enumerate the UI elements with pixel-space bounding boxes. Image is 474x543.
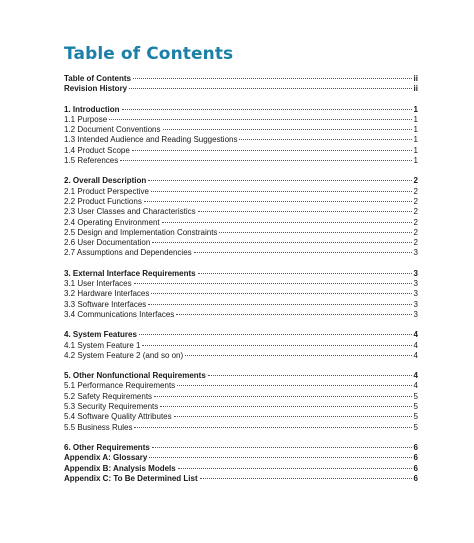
toc-entry[interactable] <box>64 248 418 258</box>
toc-entry-page: 3 <box>413 289 418 299</box>
toc-entry-label: 3.4 Communications Interfaces <box>64 309 175 319</box>
toc-entry[interactable] <box>64 125 418 135</box>
section-gap <box>64 95 418 105</box>
toc-entry-page: 5 <box>413 412 418 422</box>
toc-entry[interactable] <box>64 176 418 186</box>
toc-entry-label: Revision History <box>64 84 128 94</box>
toc-entry-page: 3 <box>413 248 418 258</box>
toc-entry[interactable] <box>64 289 418 299</box>
dot-leader <box>139 334 412 335</box>
toc-entry[interactable] <box>64 279 418 289</box>
dot-leader <box>239 139 411 140</box>
dot-leader <box>176 314 411 315</box>
toc-entry[interactable] <box>64 218 418 228</box>
toc-entry-label: 5.2 Safety Requirements <box>64 391 153 401</box>
toc-entry[interactable] <box>64 464 418 474</box>
toc-entry[interactable] <box>64 187 418 197</box>
toc-entry-page: 2 <box>413 207 418 217</box>
toc-entry-label: 1.5 References <box>64 156 119 166</box>
toc-entry[interactable] <box>64 105 418 115</box>
toc-entry[interactable] <box>64 269 418 279</box>
section-gap <box>64 361 418 371</box>
toc-entry[interactable] <box>64 371 418 381</box>
toc-entry-page: 6 <box>413 463 418 473</box>
dot-leader <box>109 119 411 120</box>
toc-entry[interactable] <box>64 228 418 238</box>
toc-entry-page: 1 <box>413 114 418 124</box>
toc-entry-label: 5. Other Nonfunctional Requirements <box>64 371 206 381</box>
dot-leader <box>163 129 412 130</box>
toc-entry-label: 2.2 Product Functions <box>64 196 142 206</box>
toc-entry-label: 1.3 Intended Audience and Reading Suggestions <box>64 135 238 145</box>
toc-entry[interactable] <box>64 330 418 340</box>
toc-entry[interactable] <box>64 402 418 412</box>
toc-entry-label: 2.4 Operating Environment <box>64 217 160 227</box>
toc-entry-page: 1 <box>413 135 418 145</box>
section-gap <box>64 320 418 330</box>
dot-leader <box>148 304 411 305</box>
toc-entry-page: 2 <box>413 217 418 227</box>
toc-entry-page: 3 <box>413 268 418 278</box>
dot-leader <box>122 109 412 110</box>
toc-entry-label: 4.2 System Feature 2 (and so on) <box>64 350 184 360</box>
toc-entry[interactable] <box>64 443 418 453</box>
toc-entry[interactable] <box>64 135 418 145</box>
dot-leader <box>133 78 412 79</box>
toc-entry[interactable] <box>64 310 418 320</box>
toc-entry-page: 3 <box>413 279 418 289</box>
dot-leader <box>148 180 411 181</box>
toc-entry[interactable] <box>64 474 418 484</box>
toc-entry-label: 3.2 Hardware Interfaces <box>64 289 150 299</box>
dot-leader <box>149 457 411 458</box>
dot-leader <box>154 396 412 397</box>
toc-entry[interactable] <box>64 74 418 84</box>
toc-entry-label: 1.2 Document Conventions <box>64 125 161 135</box>
dot-leader <box>194 252 412 253</box>
toc-entry[interactable] <box>64 381 418 391</box>
toc-entry-page: 1 <box>413 145 418 155</box>
toc-entry-page: 4 <box>413 330 418 340</box>
toc-entry-page: 4 <box>413 381 418 391</box>
toc-entry-label: 1.4 Product Scope <box>64 145 130 155</box>
dot-leader <box>185 355 411 356</box>
toc-entry-label: Appendix B: Analysis Models <box>64 463 176 473</box>
section-gap <box>64 166 418 176</box>
toc-entry-page: 6 <box>413 453 418 463</box>
page-title: Table of Contents <box>64 44 234 64</box>
toc-entry-label: 5.1 Performance Requirements <box>64 381 176 391</box>
toc-entry-label: Appendix A: Glossary <box>64 453 148 463</box>
dot-leader <box>151 191 412 192</box>
dot-leader <box>129 88 411 89</box>
toc-entry-page: 5 <box>413 422 418 432</box>
dot-leader <box>144 201 412 202</box>
toc-entry-page: 5 <box>413 391 418 401</box>
toc-entry-page: 5 <box>413 402 418 412</box>
toc-entry[interactable] <box>64 238 418 248</box>
dot-leader <box>151 293 411 294</box>
dot-leader <box>174 416 412 417</box>
dot-leader <box>200 478 412 479</box>
toc-entry-page: 4 <box>413 350 418 360</box>
toc-entry[interactable] <box>64 146 418 156</box>
section-gap <box>64 259 418 269</box>
dot-leader <box>178 468 412 469</box>
toc-entry-label: 5.5 Business Rules <box>64 422 133 432</box>
toc-entry-label: 4. System Features <box>64 330 137 340</box>
toc-entry-page: 6 <box>413 473 418 483</box>
toc-entry[interactable] <box>64 341 418 351</box>
toc-entry-label: 2.7 Assumptions and Dependencies <box>64 248 192 258</box>
toc-entry-label: Table of Contents <box>64 74 131 83</box>
toc-entry-page: ii <box>413 84 418 94</box>
toc-entry[interactable] <box>64 84 418 94</box>
toc-entry-page: 2 <box>413 196 418 206</box>
toc-entry-page: 2 <box>413 238 418 248</box>
dot-leader <box>142 345 411 346</box>
toc-entry[interactable] <box>64 453 418 463</box>
dot-leader <box>134 283 412 284</box>
toc-entry-label: 2. Overall Description <box>64 176 147 186</box>
toc-entry-label: 4.1 System Feature 1 <box>64 340 141 350</box>
toc-entry-page: ii <box>413 74 418 83</box>
toc-entry[interactable] <box>64 156 418 166</box>
toc-entry[interactable] <box>64 423 418 433</box>
dot-leader <box>198 211 412 212</box>
toc-entry[interactable] <box>64 412 418 422</box>
toc-entry-page: 1 <box>413 104 418 114</box>
toc-entry[interactable] <box>64 351 418 361</box>
dot-leader <box>162 222 412 223</box>
toc-entry-label: Appendix C: To Be Determined List <box>64 473 198 483</box>
dot-leader <box>208 375 412 376</box>
toc-entry-page: 2 <box>413 227 418 237</box>
toc-entry[interactable] <box>64 207 418 217</box>
dot-leader <box>152 242 411 243</box>
toc-entry-label: 3.3 Software Interfaces <box>64 299 147 309</box>
dot-leader <box>219 232 411 233</box>
toc-entry[interactable] <box>64 115 418 125</box>
toc-entry-label: 2.5 Design and Implementation Constraints <box>64 227 218 237</box>
toc-entry[interactable] <box>64 300 418 310</box>
toc-entry[interactable] <box>64 197 418 207</box>
dot-leader <box>120 160 411 161</box>
dot-leader <box>134 427 411 428</box>
toc-entry-page: 1 <box>413 156 418 166</box>
toc-entry-label: 1. Introduction <box>64 104 120 114</box>
dot-leader <box>198 273 412 274</box>
table-of-contents <box>64 74 418 484</box>
dot-leader <box>177 385 411 386</box>
toc-entry-label: 5.3 Security Requirements <box>64 402 159 412</box>
toc-entry-page: 4 <box>413 371 418 381</box>
toc-entry-page: 3 <box>413 299 418 309</box>
toc-entry-page: 2 <box>413 176 418 186</box>
toc-entry[interactable] <box>64 392 418 402</box>
dot-leader <box>160 406 411 407</box>
dot-leader <box>152 447 412 448</box>
toc-entry-page: 3 <box>413 309 418 319</box>
toc-entry-label: 3.1 User Interfaces <box>64 279 132 289</box>
toc-entry-page: 2 <box>413 186 418 196</box>
toc-entry-label: 6. Other Requirements <box>64 442 150 452</box>
section-gap <box>64 433 418 443</box>
toc-entry-label: 2.6 User Documentation <box>64 238 151 248</box>
toc-entry-label: 2.3 User Classes and Characteristics <box>64 207 196 217</box>
toc-entry-label: 5.4 Software Quality Attributes <box>64 412 172 422</box>
dot-leader <box>132 150 412 151</box>
toc-entry-label: 2.1 Product Perspective <box>64 186 149 196</box>
toc-entry-page: 4 <box>413 340 418 350</box>
toc-entry-page: 6 <box>413 442 418 452</box>
toc-entry-label: 1.1 Purpose <box>64 114 108 124</box>
toc-entry-page: 1 <box>413 125 418 135</box>
toc-entry-label: 3. External Interface Requirements <box>64 268 196 278</box>
